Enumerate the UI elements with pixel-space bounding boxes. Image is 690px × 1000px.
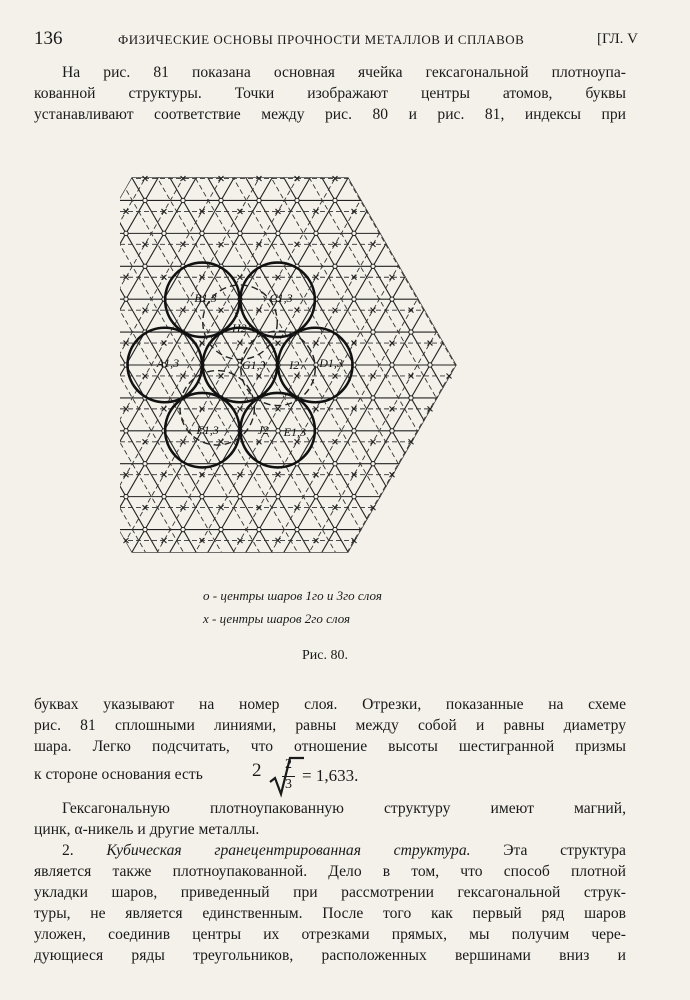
sphere-label: D1,3 bbox=[319, 356, 343, 370]
layer-1-3-center-icon bbox=[276, 231, 280, 235]
layer-1-3-center-icon bbox=[295, 527, 299, 531]
text-line: туры, не является единственным. После того как первый ряд шаров bbox=[34, 905, 626, 922]
formula-coefficient: 2 bbox=[252, 760, 262, 781]
layer-1-3-center-icon bbox=[238, 494, 242, 498]
running-title: ФИЗИЧЕСКИЕ ОСНОВЫ ПРОЧНОСТИ МЕТАЛЛОВ И СПЛАВОВ bbox=[118, 32, 525, 47]
paragraph-metals bbox=[34, 798, 626, 840]
sphere-label: H2 bbox=[232, 321, 247, 336]
legend-cross-centers: х - центры шаров 2го слоя bbox=[203, 611, 351, 626]
layer-1-3-center-icon bbox=[200, 231, 204, 235]
layer-1-3-center-icon bbox=[181, 527, 185, 531]
page-number: 136 bbox=[34, 28, 63, 49]
layer-1-3-center-icon bbox=[124, 429, 128, 433]
text-line: цинк, α-никель и другие металлы. bbox=[34, 821, 260, 838]
lattice-figure bbox=[120, 145, 540, 585]
formula-result: = 1,633. bbox=[302, 766, 359, 785]
layer-1-3-center-icon bbox=[390, 297, 394, 301]
layer-1-3-center-icon bbox=[352, 494, 356, 498]
layer-1-3-center-icon bbox=[143, 198, 147, 202]
layer-1-3-center-icon bbox=[390, 363, 394, 367]
sphere-label: B1,3 bbox=[194, 290, 217, 305]
text-line: уложен, соединив центры их отрезками прямых, мы получим чере- bbox=[34, 926, 626, 943]
layer-1-3-center-icon bbox=[314, 231, 318, 235]
sphere-label: A1,3 bbox=[156, 356, 180, 370]
layer-1-3-center-icon bbox=[200, 494, 204, 498]
layer-1-3-center-icon bbox=[314, 363, 318, 367]
text-line: устанавливают соответствие между рис. 80 и рис. 81, индексы при bbox=[34, 106, 626, 123]
layer-1-3-center-icon bbox=[143, 264, 147, 268]
layer-1-3-center-icon bbox=[352, 429, 356, 433]
layer-1-3-center-icon bbox=[352, 231, 356, 235]
text-line: укладки шаров, приведенный при рассмотрении гексагональной струк- bbox=[34, 884, 626, 901]
layer-1-3-center-icon bbox=[409, 396, 413, 400]
layer-1-3-center-icon bbox=[333, 527, 337, 531]
paragraph-intro bbox=[34, 62, 626, 125]
layer-1-3-center-icon bbox=[390, 429, 394, 433]
layer-1-3-center-icon bbox=[371, 396, 375, 400]
layer-1-3-center-icon bbox=[371, 462, 375, 466]
layer-1-3-center-icon bbox=[257, 198, 261, 202]
text-line: является также плотноупакованной. Дело в том, что способ плотной bbox=[34, 863, 626, 880]
text-line: буквах указывают на номер слоя. Отрезки, показанные на схеме bbox=[34, 696, 626, 713]
fraction-denominator: 3 bbox=[285, 777, 292, 792]
text-line: дующиеся ряды треугольников, расположенных вершинами вниз и bbox=[34, 947, 626, 964]
layer-1-3-center-icon bbox=[124, 494, 128, 498]
layer-1-3-center-icon bbox=[162, 231, 166, 235]
layer-1-3-center-icon bbox=[352, 297, 356, 301]
layer-1-3-center-icon bbox=[314, 494, 318, 498]
layer-1-3-center-icon bbox=[295, 198, 299, 202]
sphere-label: F1,3 bbox=[196, 423, 219, 438]
paragraph-fcc bbox=[34, 840, 626, 966]
layer-1-3-center-icon bbox=[333, 198, 337, 202]
sphere-label: E1,3 bbox=[283, 425, 306, 440]
layer-1-3-center-icon bbox=[428, 363, 432, 367]
text-line: Гексагональную плотноупакованную структуру имеют магний, bbox=[62, 800, 626, 817]
formula-line bbox=[34, 757, 634, 802]
formula-lead: к стороне основания есть bbox=[34, 766, 203, 783]
text-line bbox=[34, 840, 626, 861]
layer-1-3-center-icon bbox=[162, 494, 166, 498]
layer-1-3-center-icon bbox=[124, 231, 128, 235]
section-number: 2. bbox=[62, 842, 74, 859]
sphere-label: I2 bbox=[289, 358, 300, 372]
text-line: шара. Легко подсчитать, что отношение высоты шестигранной призмы bbox=[34, 738, 626, 755]
page-header bbox=[34, 28, 638, 52]
text-line: кованной структуры. Точки изображают центры атомов, буквы bbox=[34, 85, 626, 102]
layer-1-3-center-icon bbox=[333, 462, 337, 466]
fraction-numerator: 2 bbox=[285, 757, 292, 772]
layer-1-3-center-icon bbox=[333, 264, 337, 268]
figure-caption: Рис. 80. bbox=[302, 648, 348, 663]
chapter-label: [ГЛ. V bbox=[596, 31, 638, 47]
sphere-label: G1,3 bbox=[242, 358, 266, 372]
text-line: На рис. 81 показана основная ячейка гексагональной плотноупа- bbox=[62, 64, 626, 81]
text-line: рис. 81 сплошными линиями, равны между собой и равны диаметру bbox=[34, 717, 626, 734]
layer-1-3-center-icon bbox=[219, 527, 223, 531]
sphere-label: C1,3 bbox=[269, 290, 293, 305]
paragraph-continued bbox=[34, 694, 626, 757]
section-title: Кубическая гранецентрированная структура. bbox=[106, 842, 471, 859]
layer-1-3-center-icon bbox=[219, 198, 223, 202]
layer-1-3-center-icon bbox=[143, 462, 147, 466]
layer-1-3-center-icon bbox=[276, 429, 280, 433]
layer-1-3-center-icon bbox=[181, 198, 185, 202]
layer-1-3-center-icon bbox=[257, 527, 261, 531]
sphere-label: J2 bbox=[257, 423, 269, 438]
section-text: Эта структура bbox=[503, 842, 626, 859]
legend-circle-centers: о - центры шаров 1го и 3го слоя bbox=[203, 588, 382, 603]
layer-1-3-center-icon bbox=[143, 527, 147, 531]
layer-1-3-center-icon bbox=[238, 231, 242, 235]
layer-1-3-center-icon bbox=[276, 494, 280, 498]
layer-1-3-center-icon bbox=[124, 297, 128, 301]
layer-1-3-center-icon bbox=[371, 330, 375, 334]
layer-1-3-center-icon bbox=[409, 330, 413, 334]
layer-1-3-center-icon bbox=[371, 264, 375, 268]
